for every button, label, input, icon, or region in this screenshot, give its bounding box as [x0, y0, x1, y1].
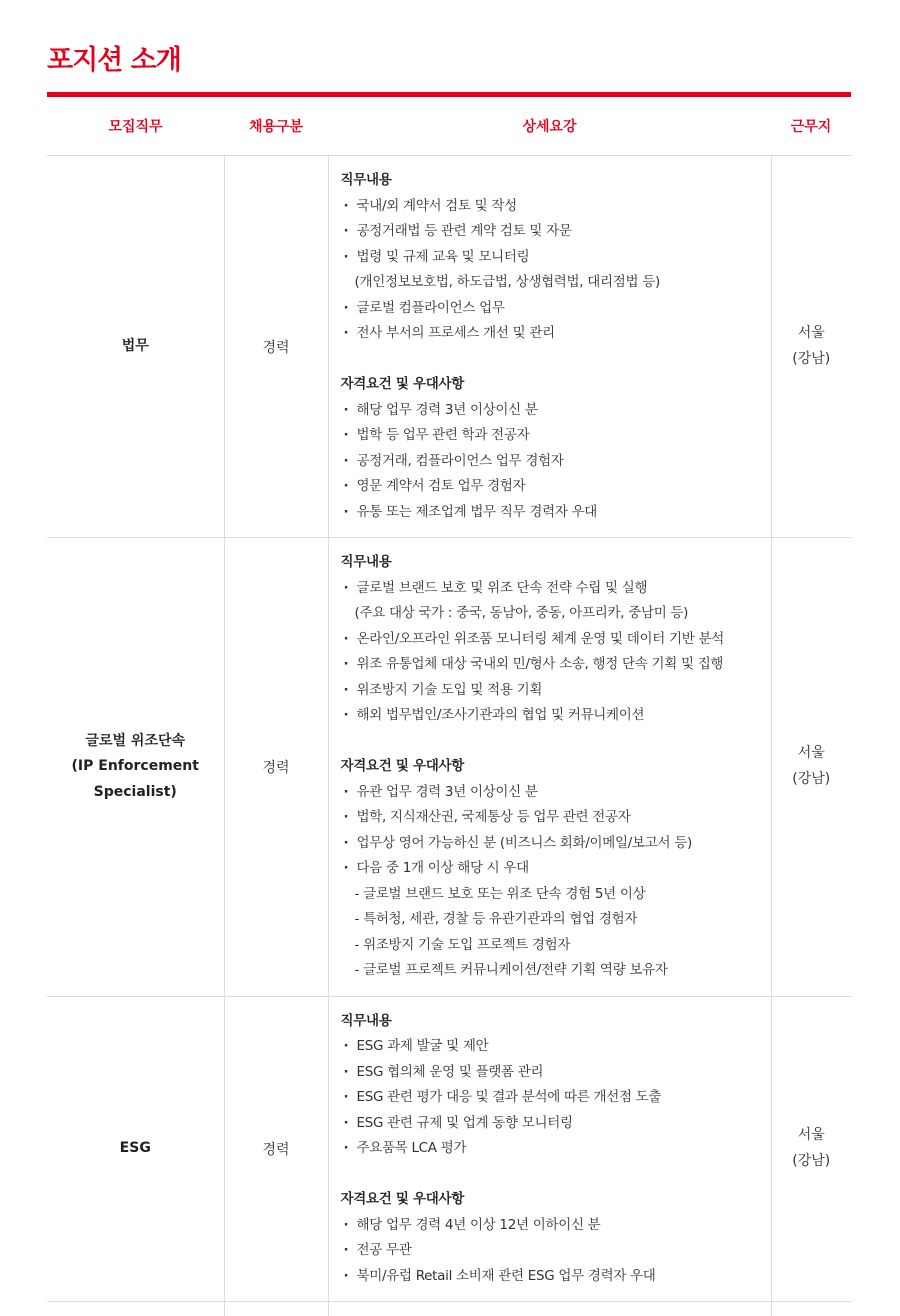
- header-role: 모집직무: [47, 95, 224, 156]
- position-row: [47, 156, 851, 538]
- bullet-item: · 다음 중 1개 이상 해당 시 우대: [341, 856, 771, 882]
- table-header-row: [47, 95, 851, 156]
- position-type-cell: 경력: [224, 538, 328, 997]
- position-role-cell: [47, 996, 224, 1302]
- position-type-cell: 경력: [224, 996, 328, 1302]
- bullet-item: · 해외 법무법인/조사기관과의 협업 및 커뮤니케이션: [341, 703, 771, 729]
- position-detail-cell: [328, 156, 771, 538]
- bullet-item: · 위조 유통업체 대상 국내외 민/형사 소송, 행정 단속 기획 및 집행: [341, 652, 771, 678]
- bullet-item: · 업무상 영어 가능하신 분 (비즈니스 회화/이메일/보고서 등): [341, 831, 771, 857]
- bullet-item: · 국내/외 계약서 검토 및 작성: [341, 194, 771, 220]
- item-note: (주요 대상 국가 : 중국, 동남아, 중동, 아프리카, 중남미 등): [341, 601, 771, 627]
- position-role-line: Specialist): [47, 780, 224, 806]
- section-title: 자격요건 및 우대사항: [341, 754, 771, 780]
- position-role-cell: [47, 538, 224, 997]
- position-location-cell: [771, 156, 851, 538]
- bullet-item: · 온라인/오프라인 위조품 모니터링 체계 운영 및 데이터 기반 분석: [341, 627, 771, 653]
- position-role-line: 법무: [47, 334, 224, 360]
- bullet-item: · 전사 부서의 프로세스 개선 및 관리: [341, 321, 771, 347]
- position-role-cell: [47, 156, 224, 538]
- item-note: (개인정보보호법, 하도급법, 상생협력법, 대리점법 등): [341, 270, 771, 296]
- section-spacer: [341, 729, 771, 755]
- positions-table-container: [47, 92, 851, 1316]
- position-row: [47, 538, 851, 997]
- position-role-line: ESG: [47, 1136, 224, 1162]
- location-line: (강남): [772, 1149, 852, 1175]
- position-detail-cell: [328, 538, 771, 997]
- sub-bullet-item: - 글로벌 프로젝트 커뮤니케이션/전략 기획 역량 보유자: [341, 958, 771, 984]
- location-line: 서울: [772, 1123, 852, 1149]
- header-detail: 상세요강: [328, 95, 771, 156]
- positions-table: [47, 92, 851, 1316]
- location-line: 서울: [772, 741, 852, 767]
- section-title: 직무내용: [341, 168, 771, 194]
- bullet-item: · 해당 업무 경력 3년 이상이신 분: [341, 398, 771, 424]
- bullet-item: · ESG 관련 평가 대응 및 결과 분석에 따른 개선점 도출: [341, 1085, 771, 1111]
- bullet-item: · 북미/유럽 Retail 소비재 관련 ESG 업무 경력자 우대: [341, 1264, 771, 1290]
- position-row: [47, 996, 851, 1302]
- sub-bullet-item: - 글로벌 브랜드 보호 또는 위조 단속 경험 5년 이상: [341, 882, 771, 908]
- position-detail-cell: [328, 996, 771, 1302]
- bullet-item: · 법령 및 규제 교육 및 모니터링: [341, 245, 771, 271]
- section-spacer: [341, 1162, 771, 1188]
- positions-body: [47, 156, 851, 1316]
- sub-bullet-item: - 특허청, 세관, 경찰 등 유관기관과의 협업 경험자: [341, 907, 771, 933]
- bullet-item: · 주요품목 LCA 평가: [341, 1136, 771, 1162]
- sub-bullet-item: - 위조방지 기술 도입 프로젝트 경험자: [341, 933, 771, 959]
- bullet-item: · 공정거래법 등 관련 계약 검토 및 자문: [341, 219, 771, 245]
- position-type-cell: 경력: [224, 156, 328, 538]
- bullet-item: · ESG 협의체 운영 및 플랫폼 관리: [341, 1060, 771, 1086]
- header-location: 근무지: [771, 95, 851, 156]
- location-line: 서울: [772, 321, 852, 347]
- position-location-cell: [771, 538, 851, 997]
- bullet-item: · 법학, 지식재산권, 국제통상 등 업무 관련 전공자: [341, 805, 771, 831]
- bullet-item: · 법학 등 업무 관련 학과 전공자: [341, 423, 771, 449]
- page-title: 포지션 소개: [47, 38, 181, 77]
- section-title: 자격요건 및 우대사항: [341, 372, 771, 398]
- section-title: 자격요건 및 우대사항: [341, 1187, 771, 1213]
- bullet-item: · 유관 업무 경력 3년 이상이신 분: [341, 780, 771, 806]
- bullet-item: · 유통 또는 제조업계 법무 직무 경력자 우대: [341, 500, 771, 526]
- bullet-item: · 해당 업무 경력 4년 이상 12년 이하이신 분: [341, 1213, 771, 1239]
- location-line: (강남): [772, 767, 852, 793]
- header-type: 채용구분: [224, 95, 328, 156]
- bullet-item: · ESG 관련 규제 및 업계 동향 모니터링: [341, 1111, 771, 1137]
- section-title: 직무내용: [341, 1009, 771, 1035]
- section-spacer: [341, 347, 771, 373]
- bullet-item: · 글로벌 브랜드 보호 및 위조 단속 전략 수립 및 실행: [341, 576, 771, 602]
- position-role-line: 글로벌 위조단속: [47, 729, 224, 755]
- bullet-item: · ESG 과제 발굴 및 제안: [341, 1034, 771, 1060]
- bullet-item: · 위조방지 기술 도입 및 적용 기획: [341, 678, 771, 704]
- bullet-item: · 공정거래, 컴플라이언스 업무 경험자: [341, 449, 771, 475]
- location-line: (강남): [772, 347, 852, 373]
- bullet-item: · 전공 무관: [341, 1238, 771, 1264]
- bullet-item: · 글로벌 컴플라이언스 업무: [341, 296, 771, 322]
- position-role-line: (IP Enforcement: [47, 754, 224, 780]
- section-title: 직무내용: [341, 550, 771, 576]
- bullet-item: · 영문 계약서 검토 업무 경험자: [341, 474, 771, 500]
- position-location-cell: [771, 996, 851, 1302]
